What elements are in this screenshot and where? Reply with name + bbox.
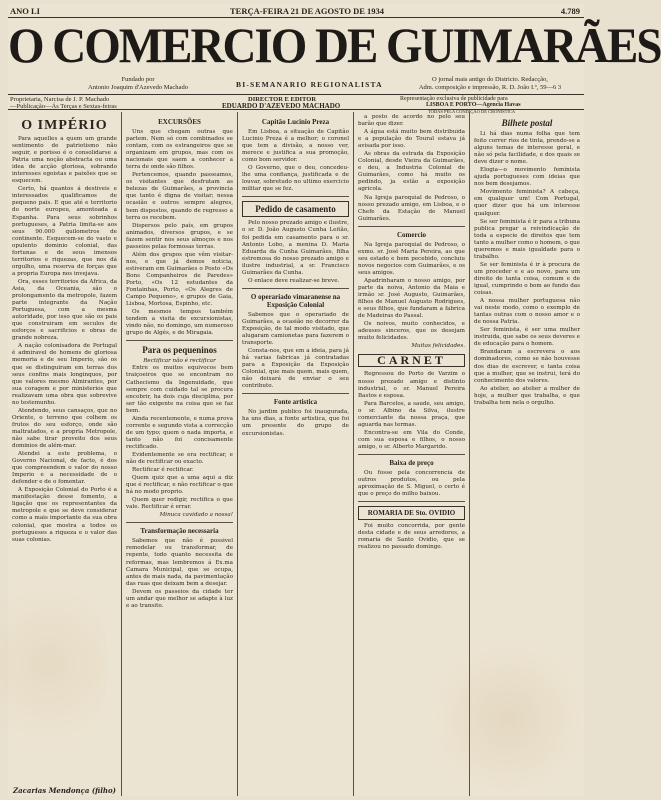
section-rule xyxy=(358,226,465,227)
article-title-capitao: Capitão Lucinio Preza xyxy=(261,118,330,126)
paragraph: A Exposição Colonial do Porto é a manifestação desse fomento, a ligação que os representantes da metropole e que se deve considerar como a mais importante da sua obra colonial, que mostra a todos os portugueses a riqueza e o valor das suas colonias. xyxy=(12,487,117,543)
section-rule xyxy=(358,501,465,502)
rep-line-2: LISBOA E PORTO—Agencia Havas xyxy=(426,102,521,108)
paragraph: Quem quiz que a uma aqui a diz que é rectificar, e não rectificar o que há no modo proprio. xyxy=(126,475,233,496)
paragraph: Apadrinharam o nosso amigo, por parte da noiva, Antonio da Maia e irmão sr. José Augusto, Guimarães, filhos de Manuel Augusto Rodrigues, e seus filhos, que fundaram a fabrica de Madeiras do Passal. xyxy=(358,277,465,320)
paragraph: Ainda recentemente, e numa prova corrente e segundo vista a correcção de um typo; quem o nada importa, e tanto não foi concisamente rectificado. xyxy=(126,415,233,450)
newspaper-title: O COMERCIO DE GUIMARÃES xyxy=(8,18,661,74)
article-title-fonte: Fonte artistica xyxy=(273,398,318,407)
paragraph: Entre os muitos equivocos bem traiçoeiros que se encontram no Cathecismo da Ingenuidade, que sempre com cuidado tal se procura encobrir, ha dois cuja disciplina, por ser tão exigente na coisa que se faz bem. xyxy=(126,365,233,414)
paragraph: a posto de acordo no pelo seu barão que dizer. xyxy=(358,114,465,128)
top-info-line xyxy=(8,4,584,18)
founded-label: Fundado por xyxy=(121,76,155,83)
article-title-excursoes: EXCURSÕES xyxy=(158,118,201,126)
founded-block xyxy=(58,76,218,92)
issue-date: TERÇA-FEIRA 21 DE AGOSTO DE 1934 xyxy=(230,6,385,16)
paragraph: Regressou do Porto de Varzim o nosso prezado amigo e distinto industrial, o sr. Manuel Pereira Bastos e esposa. xyxy=(358,371,465,399)
paragraph: Atendei a este problema, o Governo Nacional, de facto, é dos que compreendem o valor do nosso Imperio e a necessidade de o defender e de o fomentar. xyxy=(12,451,117,486)
publication-label: —Publicação—Ás Terças e Sextas-feiras xyxy=(10,103,117,110)
paragraph: Devem os passeios da cidade ter um andar que melhor se adapte à luz e ao transito. xyxy=(126,588,233,609)
paragraph: Para aquelles a quem um grande sentimento de patriotismo não seguir, e porisso é o consolidarse a Patria uma noção abstracta ou uma idea de acção gloriosa, sobrando interesses egoistas e paixões que se esquecem. xyxy=(12,136,117,185)
oldest-line-1: O jornal mais antigo do Districto. Redacção, xyxy=(432,76,548,83)
article-title-carnet: CARNET xyxy=(358,354,465,367)
article-title-pequeninos: Para os pequeninos xyxy=(142,345,217,356)
column-4 xyxy=(354,112,470,796)
paragraph: Foi muito concorrida, por gente desta cidade e de seus arredores, a romaria de Santo Ovidio, que se realizou no passado domingo. xyxy=(358,523,465,551)
column-2 xyxy=(122,112,238,796)
article-title-bilhete: Bilhete postal xyxy=(501,118,553,128)
paragraph: Rectificar é rectificar. xyxy=(132,467,194,474)
article-title-romaria: ROMARIA DE Sto. OVIDIO xyxy=(358,506,465,520)
article-title-transformacao: Transformação necessaria xyxy=(140,527,219,536)
section-rule xyxy=(126,522,233,523)
paragraph: Na Igreja paroquial de Pedroso, o nosso prezado amigo, em Lisboa, e o Chefe da Estação de Manuel Guimarães. xyxy=(358,194,465,222)
paragraph: O enlace deve realizar-se breve. xyxy=(248,277,340,284)
oldest-line-2: Adm. composição e impressão, R. D. João I.º, 59—6 3 xyxy=(418,84,562,91)
rep-line-1: Representação exclusiva de publicidade para xyxy=(400,96,508,102)
paragraph: Sabemos que o operariado de Guimarães, a ocasião no decorrer da Exposição, de tal modo visitado, que alugaram camionetas para fazerem o transporte. xyxy=(242,311,349,347)
article-title-operariado: O operariado vimaranense na Exposição Colonial xyxy=(250,292,341,309)
paragraph: Em Lisboa, a situação de Capitão Lucinio Preza é a melhor; o coronel que tem a divisão, a nosso ver, merece e justifica a sua promoção, como bom servidor. xyxy=(242,129,349,164)
masthead-row-2 xyxy=(8,94,584,114)
newspaper-page xyxy=(8,4,661,796)
article-title-comercio: Comercio xyxy=(396,230,427,239)
paragraph: Ao atelier, ao atelier a mulher de hoje, a mulher que trabalha, e que trabalha tem nela o orgulho. xyxy=(474,385,580,406)
subarticle-sign: Minuca cavidado a nossa! xyxy=(159,512,233,519)
paragraph: A nação colonisadora de Portugal é admiravel de homens de gloriosa memoria e de seu Imperio, são os que se distinguiram em terras dos seus confins mais longinquos, por que valores mesmo Almirantes, por sua coragem e por ministerios que realizavam uma obra que sobrevive no testemunho. xyxy=(12,343,117,406)
rep-line-3: TODAS PELA CONDIÇÃO DE CRONÍSTICA xyxy=(428,109,516,114)
section-rule xyxy=(242,196,349,197)
paragraph: A nossa mulher portuguesa não vai neste modo, como o exemplo de tantas outras com o nosso amor e o de nossa Patria. xyxy=(474,298,580,326)
section-rule xyxy=(358,454,465,455)
paragraph: Os noivos, muito conhecidos, e adeuses sinceros, que os desejam muito felicidades. xyxy=(358,321,465,342)
paragraph: Quem quer redigir, rectifica o que vale. Rectificar é errar. xyxy=(126,497,233,511)
paragraph: Para Barcelos, a saude, seu amigo, o sr. Albino da Silva, ilustre comerciante da nossa praça, que aguarda nas termas. xyxy=(358,400,465,428)
subarticle-title: Rectificar não é rectificar xyxy=(143,358,216,365)
paragraph: Encontra-se em Vila do Conde, com sua esposa e filhos, o nosso amigo, o sr. Alberto Margarido. xyxy=(358,429,465,450)
subarticle-sign: Muitas felicidades. xyxy=(411,343,465,350)
paragraph: Movimento feminista? A cabeça, em qualquer um! Com Portugal, quer dizer que há um interesse qualquer. xyxy=(474,189,580,217)
paragraph: Os mesmos tempos também tendem a visita de excursionistas, vindo não, no domingo, um numeroso grupo de Algés, e de Miragaia. xyxy=(126,309,233,337)
issue-number: 4.789 xyxy=(560,6,580,16)
paragraph: Brandaram a escrevera o aos dominadores, como se não houvesse dos dias de escrever, e tanta coisa que a mulher, que se instrui, terá do conhecimento dos valores. xyxy=(474,349,580,384)
article-title-imperio: O IMPÉRIO xyxy=(21,118,108,133)
paragraph: Elogia—o movimento feminista ajuda portugueses com ideias que nos bem desejamos. xyxy=(474,167,580,188)
section-rule xyxy=(126,340,233,341)
section-rule xyxy=(242,288,349,289)
paragraph: Ou fosse pela concorrencia de outros produtos, ou pela aproximação de S. Miguel, o certo é que o preço do milho baixou. xyxy=(358,469,465,498)
director-name: EDUARDO D'AZEVEDO MACHADO xyxy=(222,102,341,110)
paragraph: Pelo nosso prezado amigo e ilustre, o sr. D. João Augusto Cunha Leitão, foi pedida em casamento para o sr. Antonio Lobo, a menina D. Maria Eduarda da Cunha Guimarães, filha estremosa do nosso prezado amigo e ilustre industrial, a sr. Francisco Guimarães da Cunha. xyxy=(242,220,349,276)
paragraph: Certo, há quantos á destiveis e interessados qualificamos de pequeno pais. E que até e territorio do norte europeu, amontoada a Espanha. Para seus sobrinhos portugueses, a Patria limita-se aos seus 90.000 quilometros de continente. Esquecem-se do vasto e opulento dominio colonial, das fortunas e de seus imensos territorios e riquezas, que nos dá orgulho, uma reserva de forças que a propria Europa nos invejava. xyxy=(12,186,117,277)
paragraph: Na Igreja paroquial de Pedroso, o exmo. sr. José Maria Pereira, ao que seu estado e bem pecebido, concluiu novos negocios com Guimarães, e os seus amigos. xyxy=(358,241,465,276)
oldest-notice xyxy=(400,76,580,92)
paragraph: Sabemos que não é possivel remodelar ou transformar, de repente, todo quanto necessita de reformas, mas lembremos á Ex.ma Camara Municipal, que se ocupa, antes de mais nada, da pavimentação das ruas que deixam bem a desejar. xyxy=(126,538,233,587)
section-rule xyxy=(242,393,349,394)
founder-name: Antonio Joaquim d'Azevedo Machado xyxy=(88,84,188,91)
paragraph: Uns que chegam outras que partem. Nem só com combinados se contam, com os estrangeiros que se organizam em grupos, mas com os nacionais que saem a conhecer a terra de onde são filhos. xyxy=(126,129,233,171)
article-columns xyxy=(8,112,584,796)
column-1 xyxy=(8,112,122,796)
paragraph: Ora, esses territorios da Africa, da Asia, da Oceania, são o prolongamento da metropole, fazem parte integrante da Nação Portuguesa, com a mesma autoridade, por isso que são os pais que construiram em seculos de esforços e sacrificios e obras de grande nobreza. xyxy=(12,278,117,342)
paragraph: Evidentemente se era rectificar, e não de rectificar ou exacto. xyxy=(126,451,233,466)
paragraph: Ser feminista, é ser uma mulher instruida, que sabe os seus deveres e de educação para o homem. xyxy=(474,327,580,348)
paragraph: No jardim publico foi inaugurada, ha uns dias, a fonte artistica, que foi um presente do grupo de excursionistas. xyxy=(242,409,349,437)
column-5 xyxy=(470,112,584,796)
paragraph: Além dos grupos que vêm visitar-nos, e que já demos noticia, estiveram em Guimarães o Posto «Os Bons Companheiros de Paredes» Porto, «Os 12 estudantes da Fontainhas, Porto, «Os Alegres de Campo Pequeno», e grupos de Gaia, Lisboa, Mortosa, Espinho, etc. xyxy=(126,251,233,308)
paragraph: A água está muito bem distribuida e a população do Toural estava já avisada por isso. xyxy=(358,129,465,150)
owner-label: Proprietaria, Narcisa de J. P. Machado xyxy=(10,96,110,103)
paragraph: As obras da estrada da Exposição Colonial, desde Vieira da Guimarães, e deu, a Industria Colonial de Guimarães, como há muito os pedindo, ja estão a exposição agricola. xyxy=(358,151,465,193)
director-label: DIRECTOR E EDITOR xyxy=(248,96,317,103)
article-title-casamento: Pedido de casamento xyxy=(242,201,349,217)
paragraph: Se ser feminista é ir à procura de um proceder e e ao novo, para um direito de tanta coisa, comum e de igual, cumprindo o bom ao fundo das coisas. xyxy=(474,261,580,297)
column-3 xyxy=(238,112,354,796)
year-label: ANO LI xyxy=(10,6,40,16)
paragraph: Atendendo, seus cansaços, que no Oriente, o terreno que colhem os frutos do seu esforço, onde são maltratados, e a propria Metropole, não sabe tirar proveito dos seus dominios de além-mar. xyxy=(12,407,117,450)
paragraph: Pertencemos, quando passeamos, os visitantes que desfrutam as belezas de Guimarães, a provincia que tanto é digna de visitar; nessa ocasião e outros sempre alegres, bem dispostos, quando de regresso a terra os recebem. xyxy=(126,172,233,221)
paragraph: Se ser feminista é ir para a tribuna publica pregar a reivindicação de toda a especie de direitos que tem tanto a mulher como o homem, o que queremos e mais igualdade para o trabalho. xyxy=(474,218,580,260)
masthead-subline xyxy=(8,74,584,114)
article-signature: Zacarias Mendonça (filho) xyxy=(12,785,116,795)
article-title-baixa: Baixa de preço xyxy=(389,458,434,467)
paragraph: Dispersos pelo país, em grupos animados, diversos grupos, e se fazem sentir nos seus almoços e nos passeios pelas formosas terras. xyxy=(126,222,233,250)
paragraph: O Governo, que o deu, concedeu-lhe uma confiança, justificada e de louvar, sobretudo no ultimo exercicio militar que se fez. xyxy=(242,165,349,193)
paragraph: Consta-nos, que em a ideia, para já há varias fabricas já contratadas para a Exposição da Exposição Colonial, que mais quem, mais quem, não deixará de enviar o seu contributo. xyxy=(242,348,349,390)
paragraph: Li há dias numa folha que tem feito correr rios de tinta, prendo-se a alguns temas de interesse geral, e não só pela facilidade, e dos quais se deve dizer o nome. xyxy=(474,131,580,166)
frequency-label: BI-SEMANARIO REGIONALISTA xyxy=(236,80,383,89)
